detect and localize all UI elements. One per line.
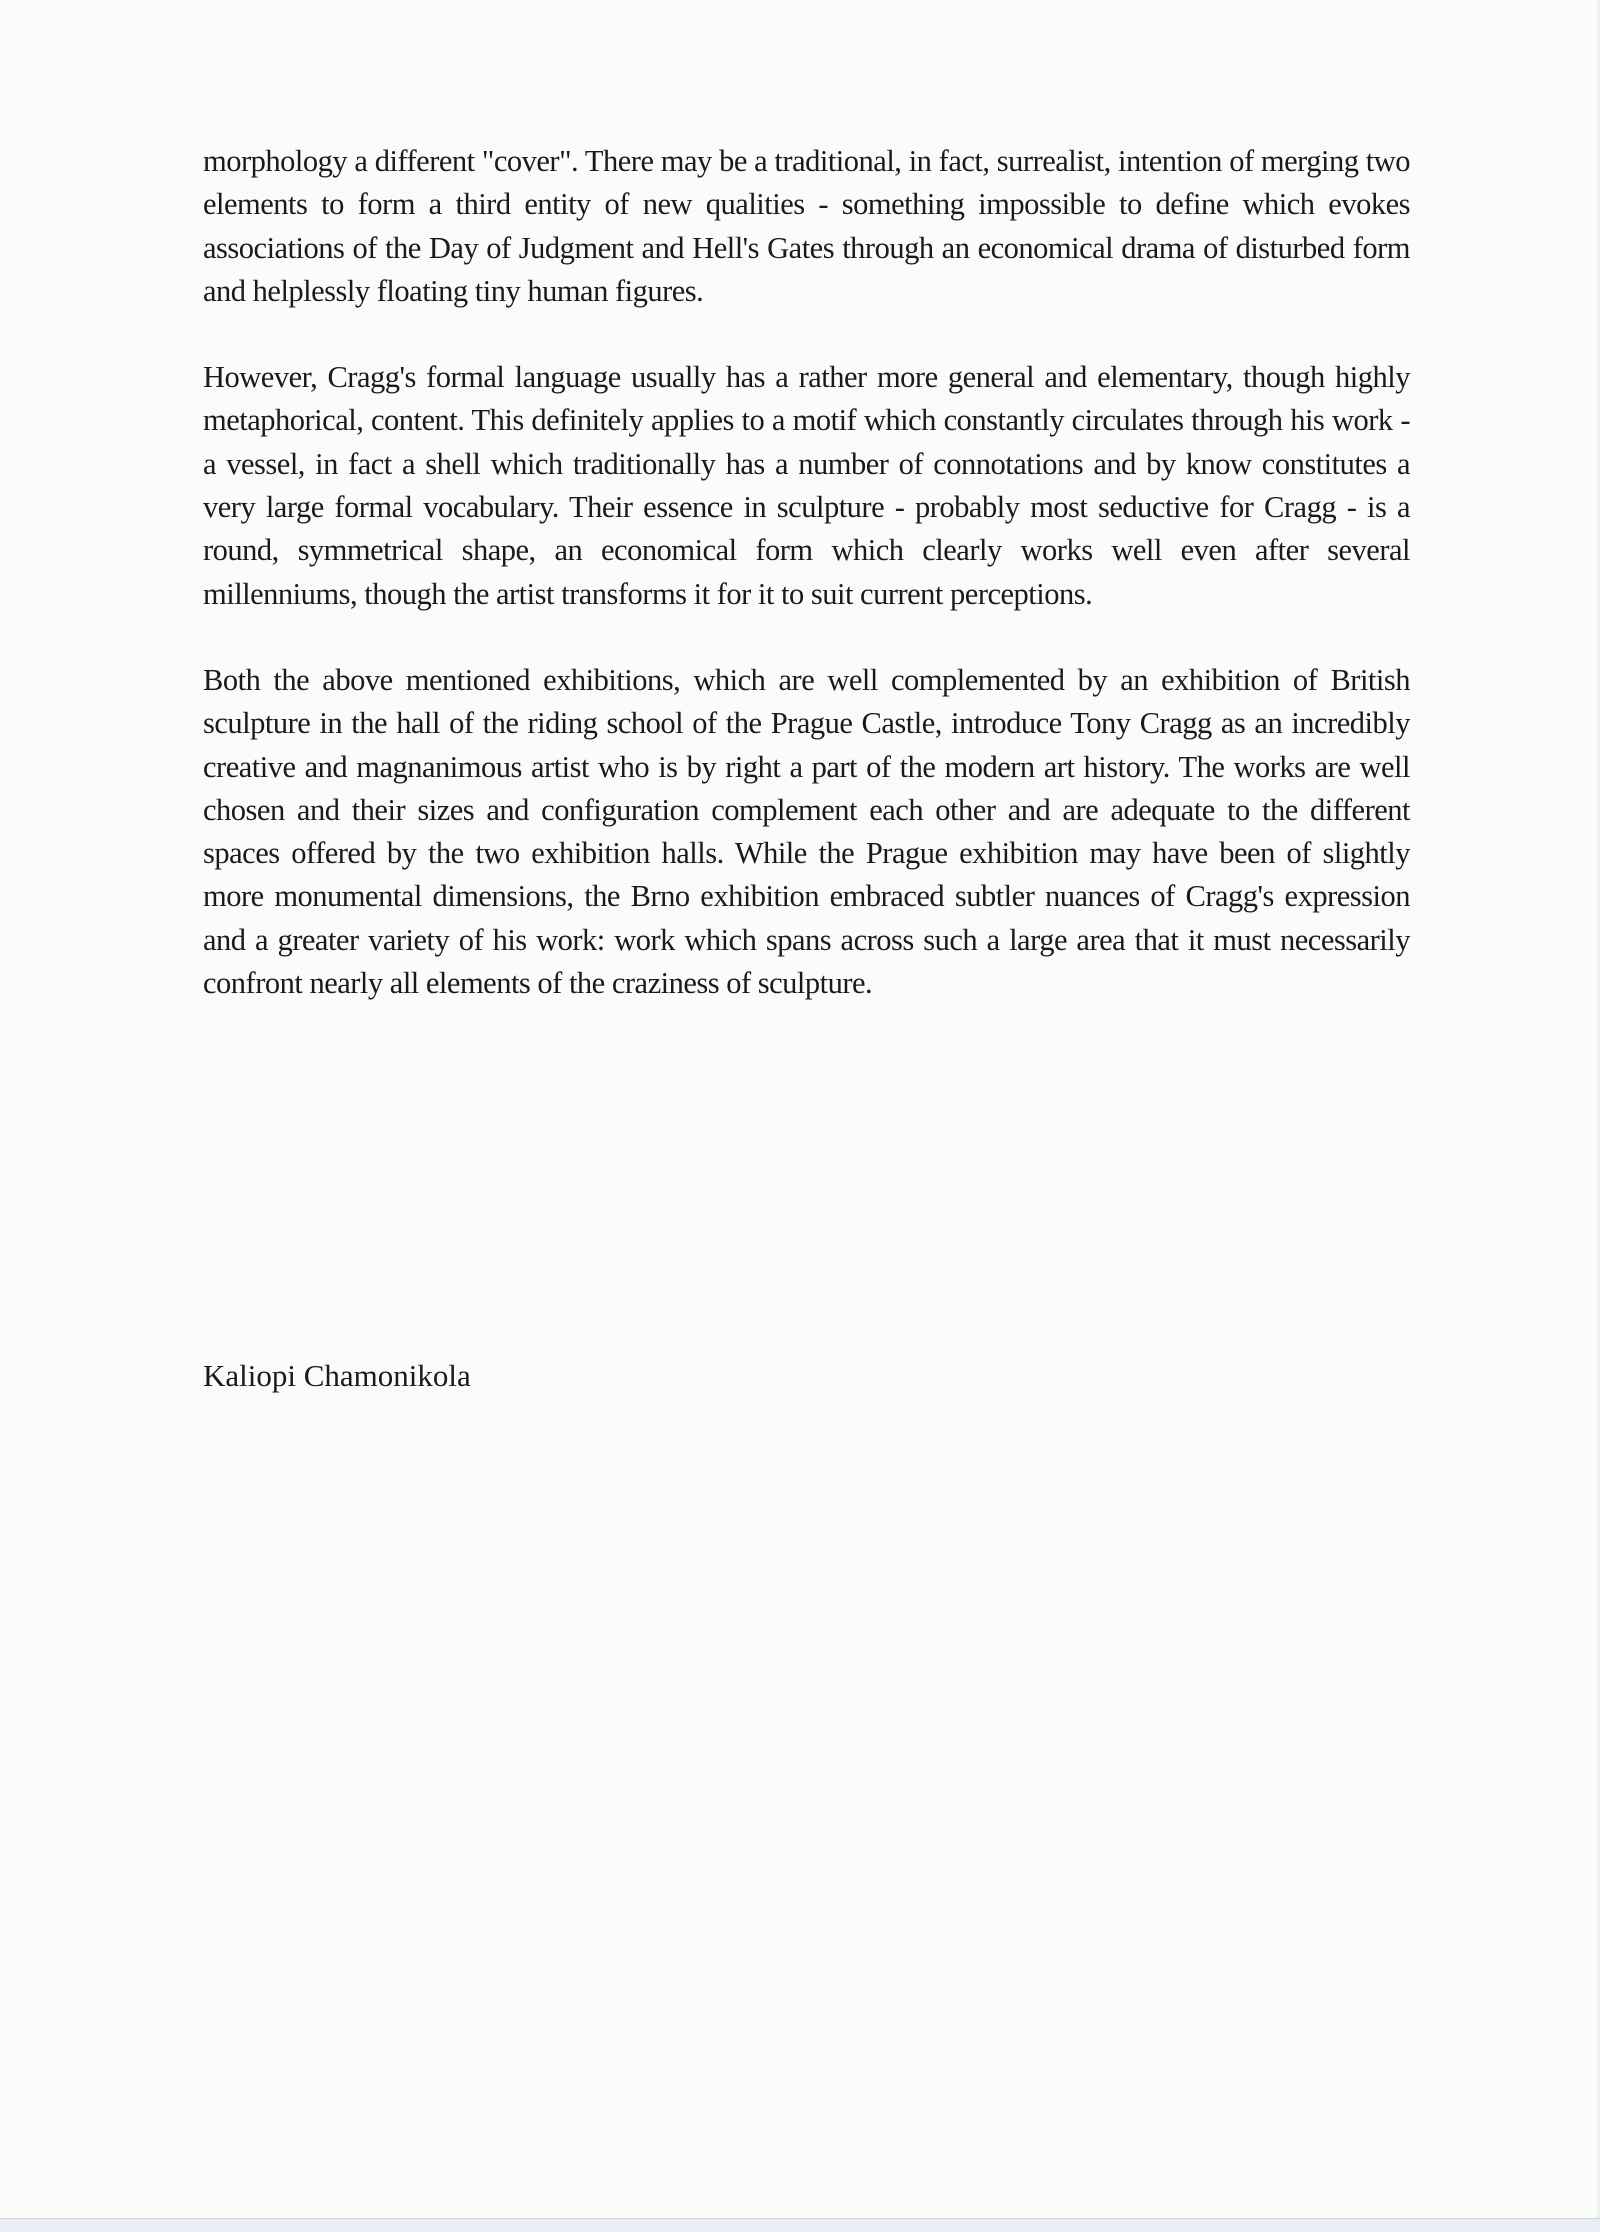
paragraph-3: Both the above mentioned exhibitions, which are well complemented by an exhibition of British sculpture in the hall of the riding school of the Prague Castle, introduce Tony Cragg as an incredibly creative and magnanimous artist who is by right a part of the modern art history. The works are well chosen and their sizes and configuration complement each other and are adequate to the different spaces offered by the two exhibition halls. While the Prague exhibition may have been of slightly more monumental dimensions, the Brno exhibition embraced subtler nuances of Cragg's expression and a greater variety of his work: work which spans across such a large area that it must necessarily confront nearly all elements of the craziness of sculpture. — [203, 662, 1410, 1001]
paragraph-2: However, Cragg's formal language usually has a rather more general and elementary, though highly metaphorical, content. This definitely applies to a motif which constantly circulates through his work - a vessel, in fact a shell which traditionally has a number of connotations and by know constitutes a very large formal vocabulary. Their essence in sculpture - probably most seductive for Cragg - is a round, symmetrical shape, an economical form which clearly works well even after several millenniums, though the artist transforms it for it to suit current perceptions. — [203, 360, 1410, 611]
paragraph-1: morphology a different "cover". There may be a traditional, in fact, surrealist, intention of merging two elements to form a third entity of new qualities - something impossible to define which evokes associations of the Day of Judgment and Hell's Gates through an economical drama of disturbed form and helplessly floating tiny human figures. — [203, 144, 1410, 308]
document-body — [203, 140, 1410, 1048]
scan-bottom-edge — [0, 2218, 1600, 2232]
author-signature: Kaliopi Chamonikola — [203, 1358, 471, 1393]
